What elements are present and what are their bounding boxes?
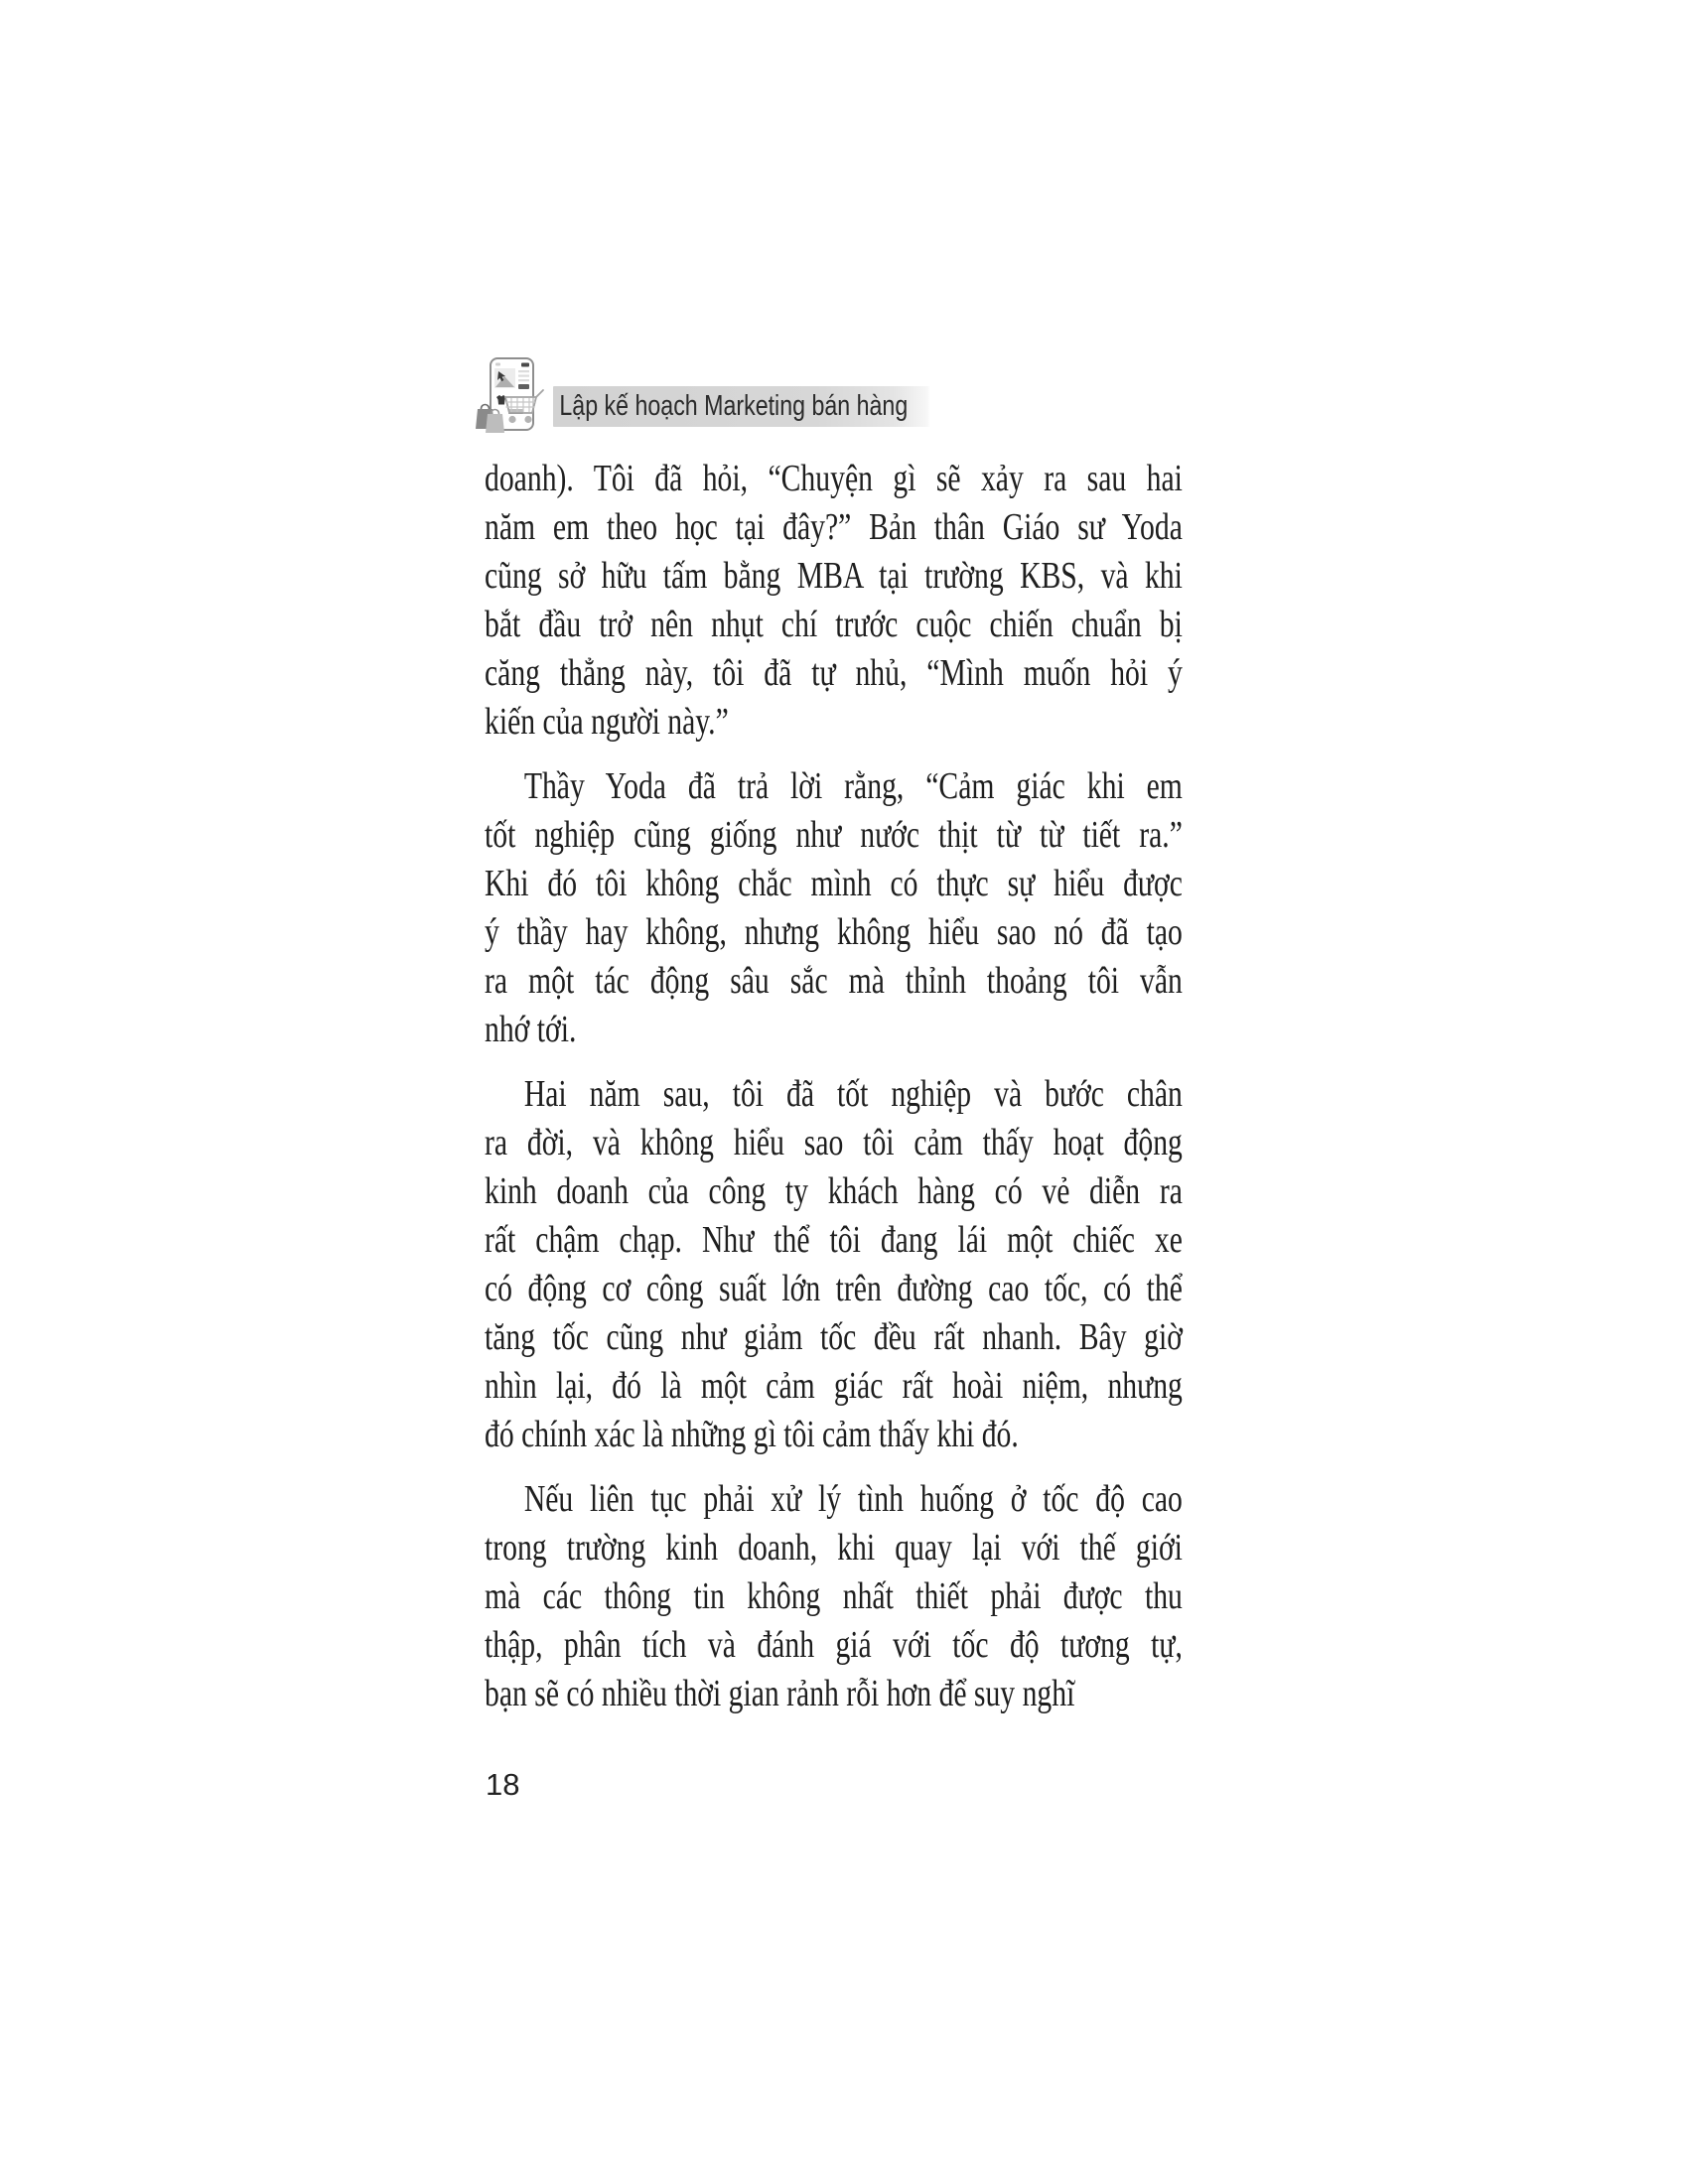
text-line: cũng sở hữu tấm bằng MBA tại trường KBS, và khi <box>485 555 1183 597</box>
smartphone-shopping-cart-icon <box>471 347 550 441</box>
running-head-band <box>553 386 930 427</box>
running-head-title: Lập kế hoạch Marketing bán hàng <box>559 390 909 422</box>
text-line: thập, phân tích và đánh giá với tốc độ tương tự, <box>485 1624 1183 1666</box>
text-line: Nếu liên tục phải xử lý tình huống ở tốc độ cao <box>523 1478 1183 1520</box>
text-line: kinh doanh của công ty khách hàng có vẻ diễn ra <box>485 1170 1183 1212</box>
text-line: năm em theo học tại đây?” Bản thân Giáo sư Yoda <box>485 506 1183 548</box>
text-line: doanh). Tôi đã hỏi, “Chuyện gì sẽ xảy ra sau hai <box>485 458 1183 499</box>
page-number: 18 <box>486 1767 520 1802</box>
text-line: ra một tác động sâu sắc mà thỉnh thoảng tôi vẫn <box>485 960 1183 1002</box>
text-line: ý thầy hay không, nhưng không hiểu sao nó đã tạo <box>485 911 1183 953</box>
text-line: ra đời, và không hiểu sao tôi cảm thấy hoạt động <box>485 1122 1183 1163</box>
text-line: kiến của người này.” <box>485 701 729 743</box>
text-line: tốt nghiệp cũng giống như nước thịt từ từ tiết ra.” <box>485 814 1183 856</box>
text-line: rất chậm chạp. Như thể tôi đang lái một chiếc xe <box>485 1219 1183 1261</box>
text-line: căng thẳng này, tôi đã tự nhủ, “Mình muốn hỏi ý <box>485 652 1183 694</box>
text-line: Thầy Yoda đã trả lời rằng, “Cảm giác khi em <box>523 765 1183 807</box>
paragraph <box>485 1070 1183 1459</box>
text-line: Hai năm sau, tôi đã tốt nghiệp và bước chân <box>523 1073 1183 1115</box>
text-line: trong trường kinh doanh, khi quay lại với thế giới <box>485 1527 1183 1569</box>
text-line: nhìn lại, đó là một cảm giác rất hoài niệm, nhưng <box>485 1365 1183 1407</box>
paragraph <box>485 1475 1183 1718</box>
text-line: bắt đầu trở nên nhụt chí trước cuộc chiến chuẩn bị <box>485 604 1183 645</box>
text-line: đó chính xác là những gì tôi cảm thấy khi đó. <box>485 1414 1019 1455</box>
text-line: tăng tốc cũng như giảm tốc đều rất nhanh. Bây giờ <box>485 1316 1183 1358</box>
text-line: mà các thông tin không nhất thiết phải được thu <box>485 1575 1183 1617</box>
body-text <box>485 455 1183 1718</box>
text-line: Khi đó tôi không chắc mình có thực sự hiểu được <box>485 863 1183 904</box>
text-line: có động cơ công suất lớn trên đường cao tốc, có thể <box>485 1268 1183 1309</box>
text-line: bạn sẽ có nhiều thời gian rảnh rỗi hơn để suy nghĩ <box>485 1673 1075 1714</box>
text-line: nhớ tới. <box>485 1009 577 1050</box>
paragraph <box>485 455 1183 747</box>
paragraph <box>485 762 1183 1054</box>
